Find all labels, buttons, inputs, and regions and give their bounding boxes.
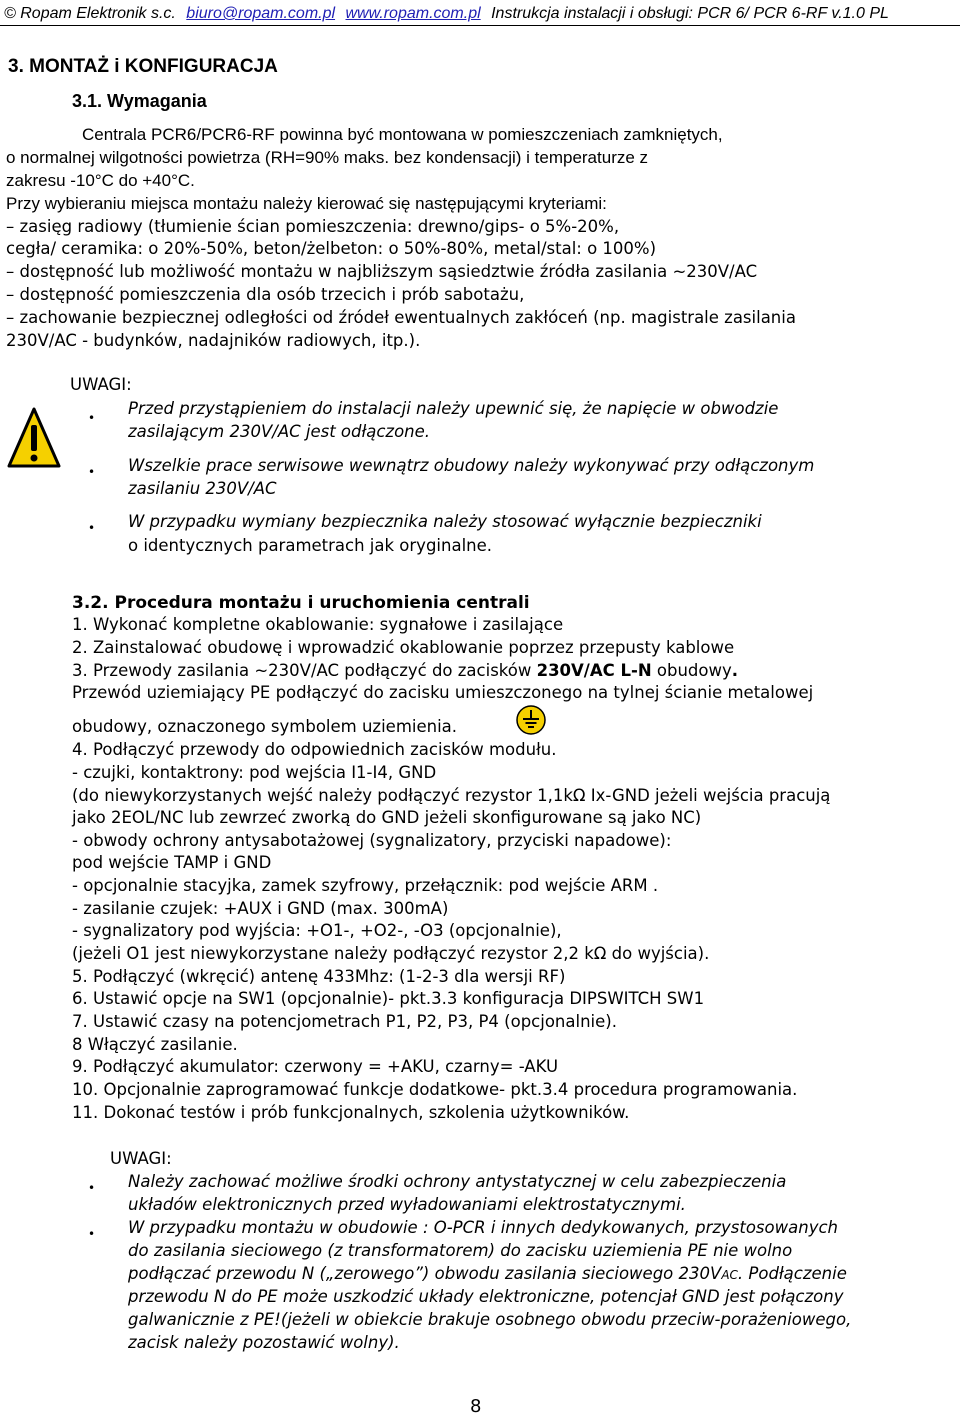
bullet-icon: •	[88, 1227, 96, 1241]
req-line: 230V/AC - budynków, nadajników radiowych, itp.).	[6, 331, 421, 350]
warning-item: zasilaniu 230V/AC	[128, 479, 277, 498]
proc-line: 1. Wykonać kompletne okablowanie: sygnałowe i zasilające	[72, 615, 564, 634]
proc-line: 6. Ustawić opcje na SW1 (opcjonalnie)- pkt.3.3 konfiguracja DIPSWITCH SW1	[72, 989, 705, 1008]
proc-line: - obwody ochrony antysabotażowej (sygnalizatory, przyciski napadowe):	[72, 831, 672, 850]
proc-line: (do niewykorzystanych wejść należy podłączyć rezystor 1,1kΩ Ix-GND jeżeli wejścia pracują	[72, 786, 831, 805]
proc-line: - czujki, kontaktrony: pod wejścia I1-I4, GND	[72, 763, 437, 782]
bullet-icon: •	[88, 411, 96, 425]
warning-item: W przypadku montażu w obudowie : O-PCR i innych dedykowanych, przystosowanych	[128, 1218, 838, 1237]
section-title: 3. MONTAŻ i KONFIGURACJA	[8, 56, 278, 77]
proc-line: - zasilanie czujek: +AUX i GND (max. 300mA)	[72, 899, 449, 918]
proc-line: - opcjonalnie stacyjka, zamek szyfrowy, przełącznik: pod wejście ARM .	[72, 876, 659, 895]
warning-item: do zasilania sieciowego (z transformatorem) do zacisku uziemienia PE nie wolno	[128, 1241, 793, 1260]
warning-item: podłączać przewodu N („zerowego”) obwodu zasilania sieciowego 230VAC. Podłączenie	[128, 1264, 847, 1283]
req-line: Przy wybieraniu miejsca montażu należy kierować się następującymi kryteriami:	[6, 194, 607, 213]
header-company: © Ropam Elektronik s.c.	[4, 5, 176, 22]
subsection-title-requirements: 3.1. Wymagania	[72, 91, 207, 111]
req-line: cegła/ ceramika: o 20%-50%, beton/żelbeton: o 50%-80%, metal/stal: o 100%)	[6, 239, 657, 258]
req-line: o normalnej wilgotności powietrza (RH=90% maks. bez kondensacji) i temperaturze z	[6, 148, 649, 167]
warning-item: zasilającym 230V/AC jest odłączone.	[128, 422, 431, 441]
page-header	[4, 4, 956, 24]
warning-item: zacisk należy pozostawić wolny).	[128, 1333, 400, 1352]
proc-line: 8 Włączyć zasilanie.	[72, 1035, 238, 1054]
warning-label: UWAGI:	[110, 1149, 172, 1168]
ground-symbol-icon	[514, 704, 548, 736]
warning-item: układów elektronicznych przed wyładowaniami elektrostatycznymi.	[128, 1195, 686, 1214]
proc-line: 5. Podłączyć (wkręcić) antenę 433Mhz: (1-2-3 dla wersji RF)	[72, 967, 566, 986]
bullet-icon: •	[88, 521, 96, 535]
req-line: zakresu -10°C do +40°C.	[6, 171, 195, 190]
proc-line: pod wejście TAMP i GND	[72, 853, 272, 872]
header-website-link[interactable]: www.ropam.com.pl	[345, 5, 481, 22]
warning-item: W przypadku wymiany bezpiecznika należy stosować wyłącznie bezpieczniki	[128, 512, 762, 531]
proc-line: (jeżeli O1 jest niewykorzystane należy podłączyć rezystor 2,2 kΩ do wyjścia).	[72, 944, 710, 963]
warning-item: galwanicznie z PE!(jeżeli w obiekcie brakuje osobnego obwodu przeciw-porażeniowego,	[128, 1310, 852, 1329]
req-line: – dostępność pomieszczenia dla osób trzecich i prób sabotażu,	[6, 285, 525, 304]
warning-item: Należy zachować możliwe środki ochrony antystatycznej w celu zabezpieczenia	[128, 1172, 787, 1191]
warning-item: Przed przystąpieniem do instalacji należy upewnić się, że napięcie w obwodzie	[128, 399, 779, 418]
proc-line: 9. Podłączyć akumulator: czerwony = +AKU, czarny= -AKU	[72, 1057, 559, 1076]
warning-triangle-icon	[7, 406, 61, 470]
proc-line: - sygnalizatory pod wyjścia: +O1-, +O2-, -O3 (opcjonalnie),	[72, 921, 562, 940]
proc-line: 11. Dokonać testów i prób funkcjonalnych, szkolenia użytkowników.	[72, 1103, 630, 1122]
proc-line: 10. Opcjonalnie zaprogramować funkcje dodatkowe- pkt.3.4 procedura programowania.	[72, 1080, 798, 1099]
warning-item: Wszelkie prace serwisowe wewnątrz obudowy należy wykonywać przy odłączonym	[128, 456, 815, 475]
proc-line: obudowy, oznaczonego symbolem uziemienia.	[72, 717, 458, 736]
page-number: 8	[470, 1396, 482, 1417]
header-email-link[interactable]: biuro@ropam.com.pl	[186, 5, 336, 22]
bullet-icon: •	[88, 1181, 96, 1195]
proc-line: 4. Podłączyć przewody do odpowiednich zacisków modułu.	[72, 740, 557, 759]
req-line: – dostępność lub możliwość montażu w najbliższym sąsiedztwie źródła zasilania ~230V/AC	[6, 262, 758, 281]
header-doc-title: Instrukcja instalacji i obsługi: PCR 6/ PCR 6-RF v.1.0 PL	[491, 5, 889, 22]
proc-line: 7. Ustawić czasy na potencjometrach P1, P2, P3, P4 (opcjonalnie).	[72, 1012, 617, 1031]
subsection-title-procedure: 3.2. Procedura montażu i uruchomienia centrali	[72, 593, 530, 613]
warning-label: UWAGI:	[70, 375, 132, 394]
proc-line: Przewód uziemiający PE podłączyć do zacisku umieszczonego na tylnej ścianie metalowej	[72, 683, 814, 702]
req-line: – zachowanie bezpiecznej odległości od źródeł ewentualnych zakłóceń (np. magistrale zasilania	[6, 308, 796, 327]
proc-line: 3. Przewody zasilania ~230V/AC podłączyć do zacisków 230V/AC L-N obudowy.	[72, 661, 739, 680]
proc-line: 2. Zainstalować obudowę i wprowadzić okablowanie poprzez przepusty kablowe	[72, 638, 735, 657]
req-line: – zasięg radiowy (tłumienie ścian pomieszczenia: drewno/gips- o 5%-20%,	[6, 217, 620, 236]
warning-item: o identycznych parametrach jak oryginalne.	[128, 536, 493, 555]
warning-item: przewodu N do PE może uszkodzić układy elektroniczne, potencjał GND jest połączony	[128, 1287, 844, 1306]
bullet-icon: •	[88, 465, 96, 479]
header-divider	[0, 25, 960, 26]
proc-line: jako 2EOL/NC lub zewrzeć zworką do GND jeżeli skonfigurowane są jako NC)	[72, 808, 702, 827]
req-line: Centrala PCR6/PCR6-RF powinna być montowana w pomieszczeniach zamkniętych,	[82, 125, 723, 144]
